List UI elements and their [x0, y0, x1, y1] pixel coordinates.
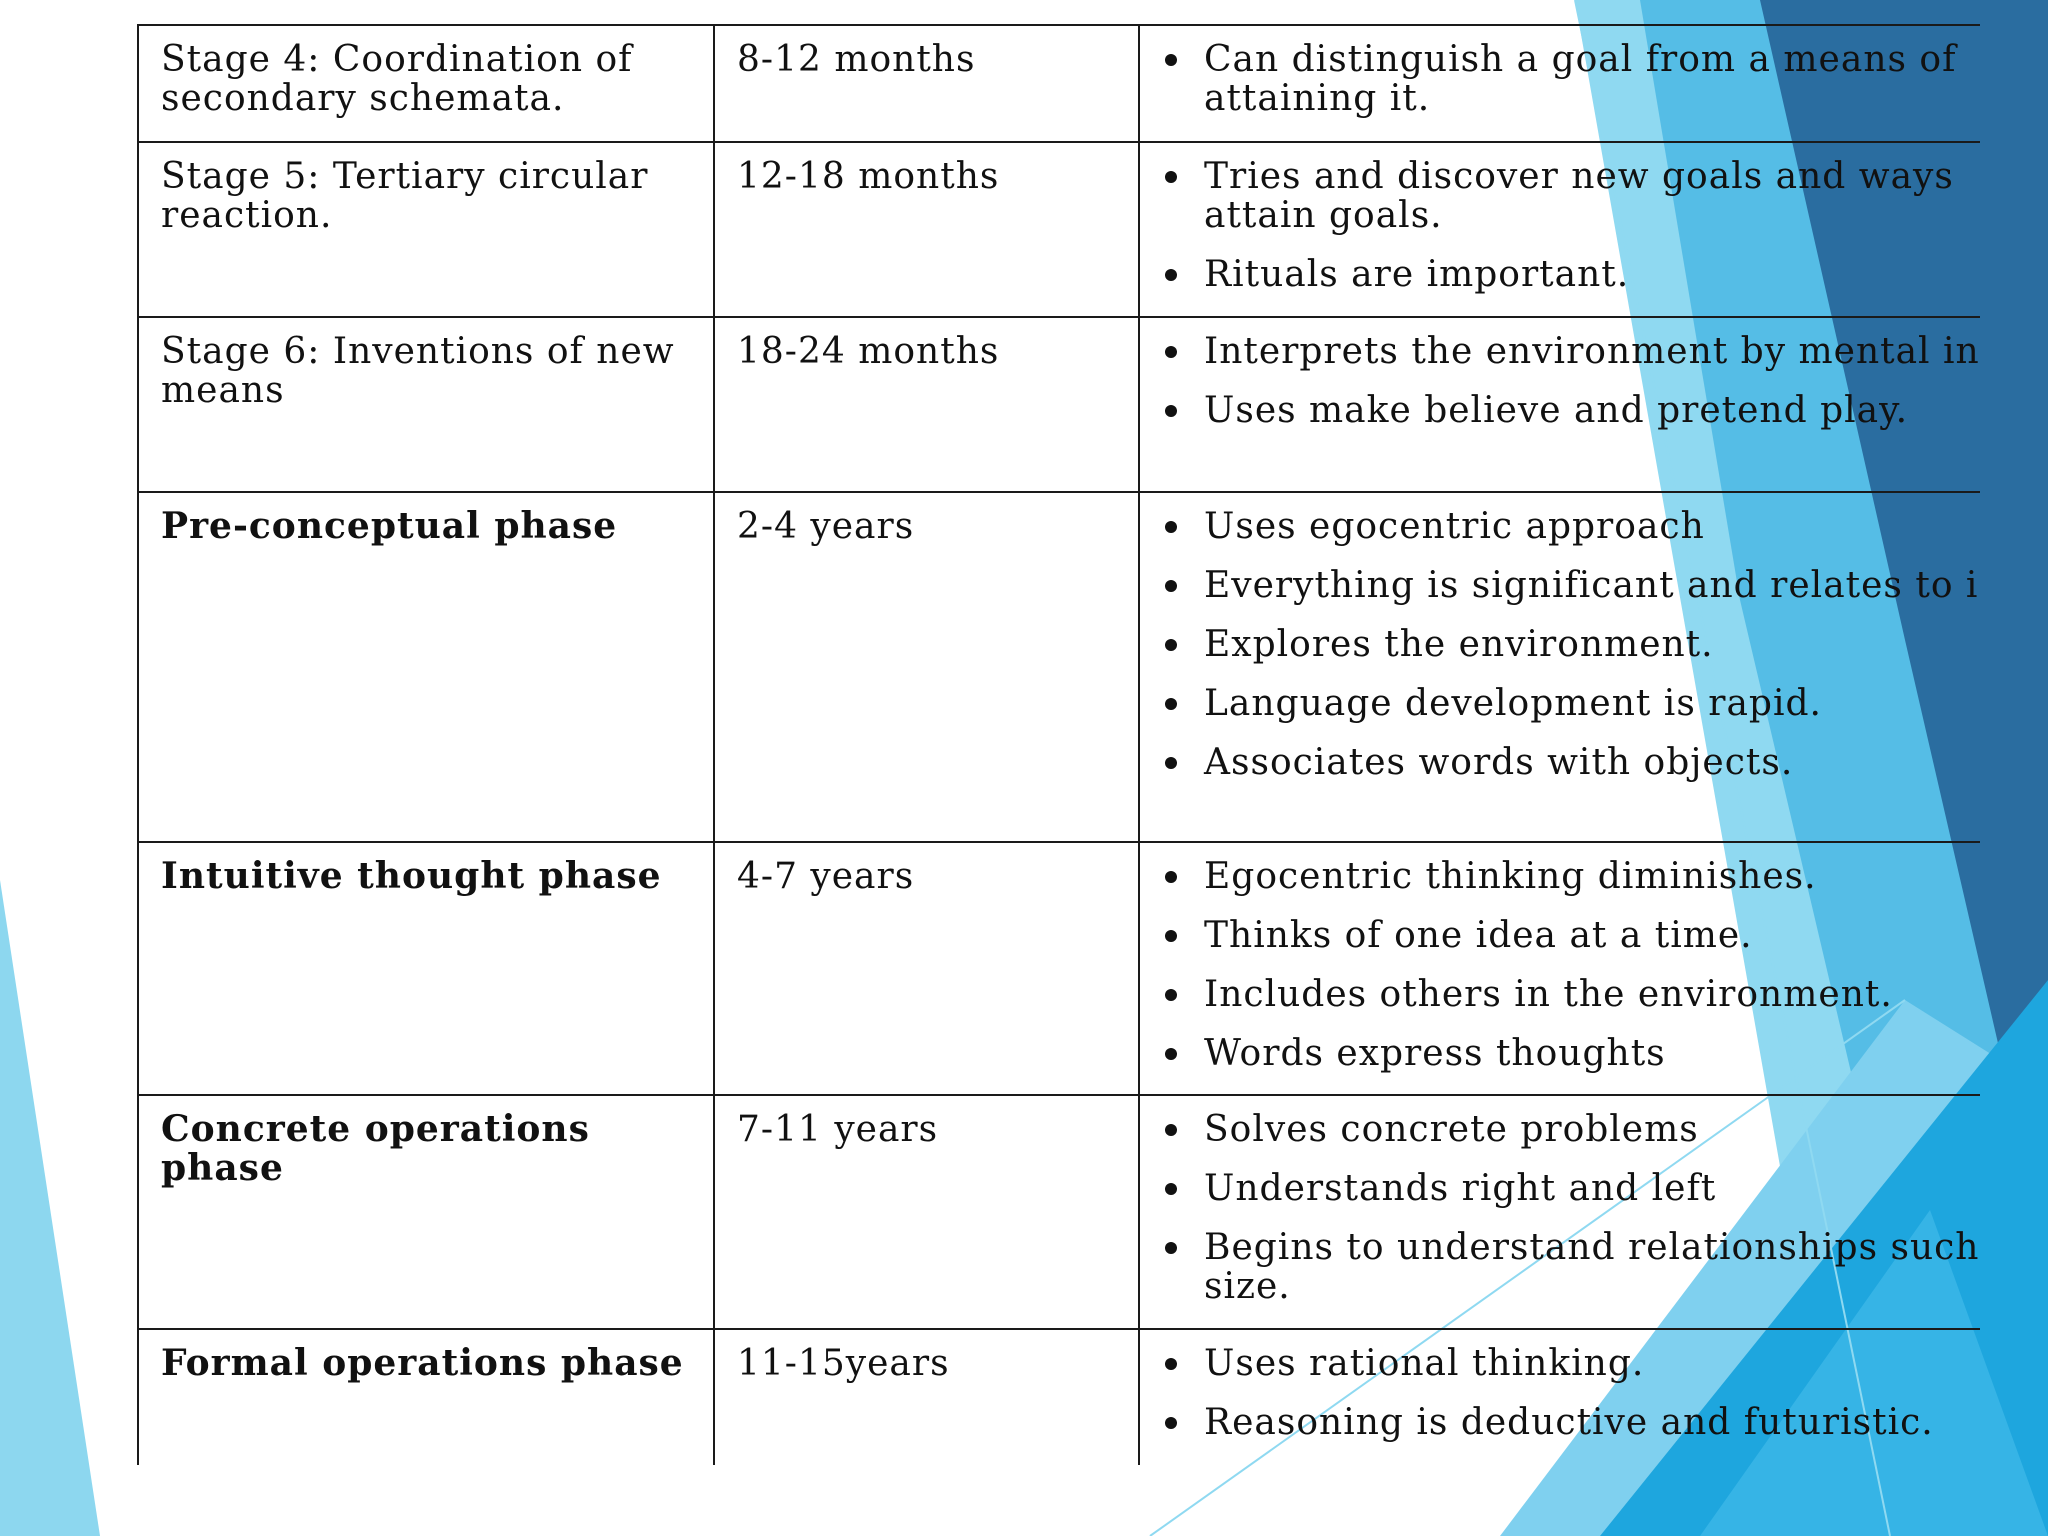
characteristics-cell: [1139, 142, 1980, 317]
characteristics-cell: [1139, 842, 1980, 1095]
stage-cell: [138, 25, 714, 142]
bullet-icon: [1165, 989, 1177, 1001]
bullet-icon: [1165, 580, 1177, 592]
table-row: [138, 1329, 1980, 1465]
bullet-icon: [1165, 1242, 1177, 1254]
list-item: [1162, 975, 1980, 1014]
stage-cell: [138, 142, 714, 317]
characteristic-text: Uses egocentric approach: [1204, 506, 1705, 547]
characteristic-text: Uses rational thinking.: [1204, 1343, 1645, 1384]
stage-name: Concrete operations phase: [161, 1108, 590, 1189]
age-cell: [714, 842, 1139, 1095]
list-item: [1162, 1403, 1980, 1442]
characteristic-text: Egocentric thinking diminishes.: [1204, 856, 1817, 897]
age-cell: [714, 1095, 1139, 1329]
characteristics-list: [1162, 332, 1980, 430]
age-range: 18-24 months: [737, 331, 1000, 372]
age-range: 4-7 years: [737, 856, 915, 897]
characteristic-text: Understands right and left: [1204, 1168, 1717, 1209]
list-item: [1162, 507, 1980, 546]
list-item: [1162, 743, 1980, 782]
bullet-icon: [1165, 1124, 1177, 1136]
stage-name: Pre-conceptual phase: [161, 505, 618, 547]
list-item: [1162, 566, 1980, 605]
age-range: 7-11 years: [737, 1109, 939, 1150]
stage-cell: [138, 1095, 714, 1329]
stage-name: Stage 6: Inventions of new means: [161, 331, 675, 411]
characteristic-text: Reasoning is deductive and futuristic.: [1204, 1402, 1934, 1443]
age-cell: [714, 25, 1139, 142]
characteristic-text: Begins to understand relationships such size.: [1204, 1227, 1980, 1307]
list-item: [1162, 684, 1980, 723]
bullet-icon: [1165, 521, 1177, 533]
table-row: [138, 842, 1980, 1095]
age-range: 11-15years: [737, 1343, 950, 1384]
stage-cell: [138, 317, 714, 492]
list-item: [1162, 255, 1980, 294]
bullet-icon: [1165, 1358, 1177, 1370]
characteristic-text: Solves concrete problems: [1204, 1109, 1699, 1150]
list-item: [1162, 40, 1980, 118]
characteristic-text: Tries and discover new goals and ways attain goals.: [1204, 156, 1954, 236]
characteristic-text: Associates words with objects.: [1204, 742, 1794, 783]
stage-cell: [138, 842, 714, 1095]
left-accent-shape: [0, 880, 100, 1536]
age-cell: [714, 492, 1139, 842]
stage-name: Stage 4: Coordination of secondary schemata.: [161, 39, 633, 119]
list-item: [1162, 1110, 1980, 1149]
bullet-icon: [1165, 405, 1177, 417]
bullet-icon: [1165, 871, 1177, 883]
characteristic-text: Uses make believe and pretend play.: [1204, 390, 1909, 431]
characteristics-list: [1162, 857, 1980, 1073]
characteristics-cell: [1139, 25, 1980, 142]
list-item: [1162, 857, 1980, 896]
characteristic-text: Everything is significant and relates to i: [1204, 565, 1979, 606]
table-row: [138, 492, 1980, 842]
characteristic-text: Thinks of one idea at a time.: [1204, 915, 1753, 956]
characteristic-text: Language development is rapid.: [1204, 683, 1822, 724]
characteristics-list: [1162, 1344, 1980, 1442]
characteristic-text: Explores the environment.: [1204, 624, 1714, 665]
bullet-icon: [1165, 757, 1177, 769]
table-row: [138, 25, 1980, 142]
bullet-icon: [1165, 269, 1177, 281]
list-item: [1162, 1034, 1980, 1073]
stage-name: Formal operations phase: [161, 1342, 684, 1384]
bullet-icon: [1165, 930, 1177, 942]
list-item: [1162, 1344, 1980, 1383]
stage-name: Intuitive thought phase: [161, 855, 662, 897]
characteristic-text: Words express thoughts: [1204, 1033, 1666, 1074]
list-item: [1162, 157, 1980, 235]
characteristics-cell: [1139, 317, 1980, 492]
stage-cell: [138, 1329, 714, 1465]
list-item: [1162, 916, 1980, 955]
age-range: 12-18 months: [737, 156, 1000, 197]
characteristics-cell: [1139, 1095, 1980, 1329]
bullet-icon: [1165, 171, 1177, 183]
bullet-icon: [1165, 698, 1177, 710]
age-range: 8-12 months: [737, 39, 976, 80]
development-stages-table: [137, 24, 1980, 1465]
age-cell: [714, 142, 1139, 317]
characteristics-list: [1162, 507, 1980, 782]
table-row: [138, 1095, 1980, 1329]
table-row: [138, 142, 1980, 317]
list-item: [1162, 1228, 1980, 1306]
characteristic-text: Rituals are important.: [1204, 254, 1630, 295]
bullet-icon: [1165, 1417, 1177, 1429]
table-row: [138, 317, 1980, 492]
age-range: 2-4 years: [737, 506, 915, 547]
table-container: [137, 24, 1980, 1465]
age-cell: [714, 317, 1139, 492]
bullet-icon: [1165, 1048, 1177, 1060]
list-item: [1162, 625, 1980, 664]
list-item: [1162, 1169, 1980, 1208]
characteristic-text: Can distinguish a goal from a means of attaining it.: [1204, 39, 1957, 119]
stage-name: Stage 5: Tertiary circular reaction.: [161, 156, 649, 236]
age-cell: [714, 1329, 1139, 1465]
characteristics-list: [1162, 1110, 1980, 1306]
bullet-icon: [1165, 54, 1177, 66]
stage-cell: [138, 492, 714, 842]
characteristic-text: Includes others in the environment.: [1204, 974, 1893, 1015]
list-item: [1162, 332, 1980, 371]
characteristics-cell: [1139, 1329, 1980, 1465]
bullet-icon: [1165, 639, 1177, 651]
bullet-icon: [1165, 1183, 1177, 1195]
list-item: [1162, 391, 1980, 430]
characteristics-cell: [1139, 492, 1980, 842]
characteristics-list: [1162, 40, 1980, 118]
characteristics-list: [1162, 157, 1980, 294]
characteristic-text: Interprets the environment by mental in: [1204, 331, 1980, 372]
bullet-icon: [1165, 346, 1177, 358]
